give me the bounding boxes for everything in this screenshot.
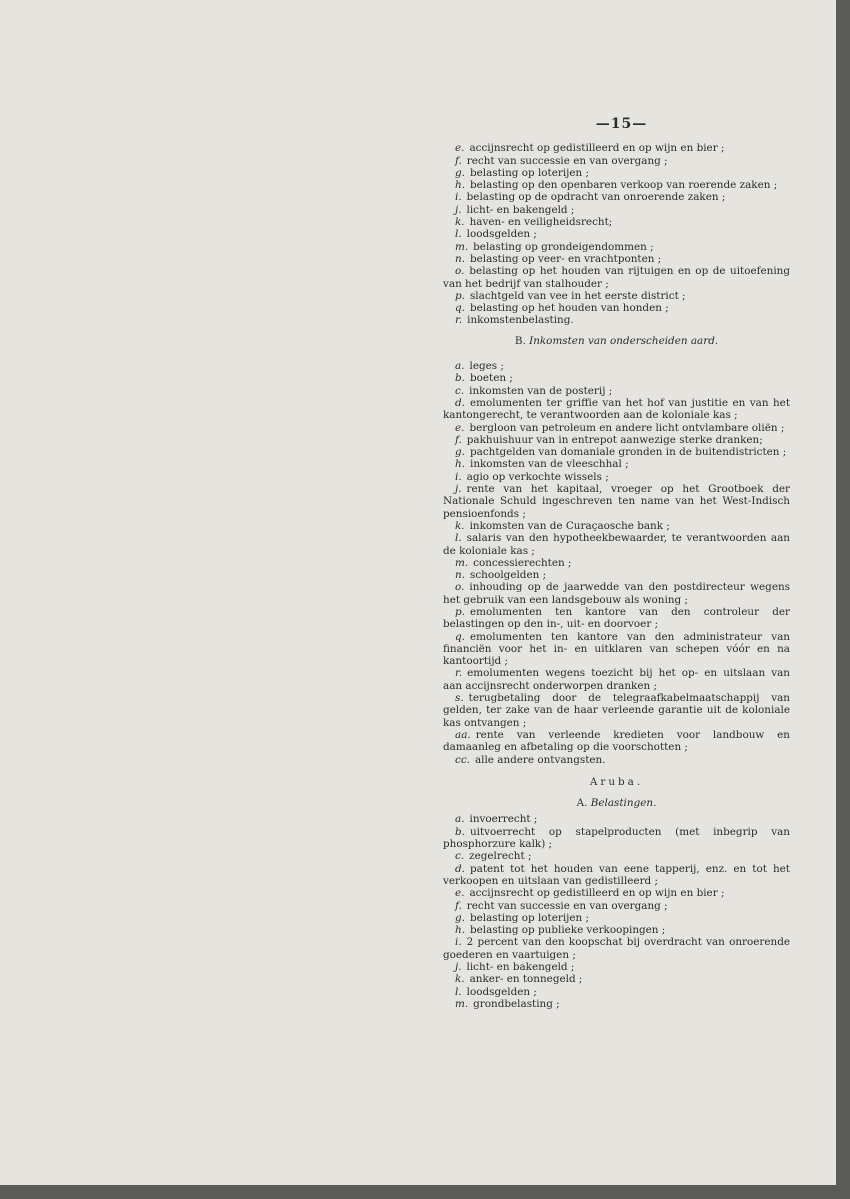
list-item: l. salaris van den hypotheekbewaarder, te verantwoorden aan de koloniale kas ; [443, 532, 790, 557]
list-item: r. inkomstenbelasting. [455, 314, 574, 327]
list-item: k. anker- en tonnegeld ; [455, 973, 583, 986]
list-item: p. emolumenten ten kantore van den controleur der belastingen op den in-, uit- en doorvoer ; [443, 605, 790, 631]
section3-list [443, 813, 790, 1010]
section1-list [443, 142, 790, 326]
list-item: j. licht- en bakengeld ; [455, 961, 575, 973]
list-item: i. agio op verkochte wissels ; [455, 470, 609, 483]
list-item: g. belasting op loterijen ; [455, 911, 590, 924]
list-item: i. belasting op de opdracht van onroerende zaken ; [455, 191, 726, 204]
list-item: h. belasting op den openbaren verkoop van roerende zaken ; [455, 179, 778, 192]
list-item: n. schoolgelden ; [455, 569, 547, 582]
list-item: o. belasting op het houden van rijtuigen en op de uitoefening van het bedrijf van stalhouder ; [443, 265, 790, 290]
heading-aruba: Aruba. [589, 775, 644, 788]
list-item: c. zegelrecht ; [455, 850, 532, 863]
list-item: g. belasting op loterijen ; [455, 166, 590, 179]
list-item: o. inhouding op de jaarwedde van den postdirecteur wegens het gebruik van een landsgebouw als woning ; [443, 581, 790, 606]
list-item: b. uitvoerrecht op stapelproducten (met inbegrip van phosphorzure kalk) ; [443, 825, 790, 851]
list-item: cc. alle andere ontvangsten. [455, 753, 606, 766]
page-number: —15— [595, 116, 648, 132]
list-item: p. slachtgeld van vee in het eerste district ; [455, 289, 686, 302]
list-item: d. emolumenten ter griffie van het hof van justitie en van het kantongerecht, te verantwoorden aan de koloniale kas ; [443, 396, 790, 422]
heading-a-title: Belastingen. [590, 797, 657, 810]
heading-b [443, 335, 790, 347]
list-item: e. accijnsrecht op gedistilleerd en op wijn en bier ; [455, 142, 725, 155]
section2-list [443, 360, 790, 766]
list-item: r. emolumenten wegens toezicht bij het op- en uitslaan van aan accijnsrecht onderworpen dranken ; [443, 667, 790, 692]
list-item: h. belasting op publieke verkoopingen ; [455, 924, 666, 937]
list-item: l. loodsgelden ; [455, 228, 537, 241]
list-item: a. leges ; [455, 360, 504, 373]
list-item: m. concessierechten ; [455, 556, 572, 569]
list-item: f. recht van successie en van overgang ; [455, 899, 668, 912]
list-item: c. inkomsten van de posterij ; [455, 384, 613, 397]
text-column [443, 118, 790, 1010]
list-item: q. emolumenten ten kantore van den administrateur van financiën voor het in- en uitklaren van schepen vóór en na kantoortijd ; [443, 630, 790, 668]
heading-a [443, 797, 790, 809]
list-item: d. patent tot het houden van eene tapperij, enz. en tot het verkoopen en uitslaan van gedistilleerd ; [443, 862, 790, 887]
list-item: j. licht- en bakengeld ; [455, 203, 575, 216]
list-item: h. inkomsten van de vleeschhal ; [455, 458, 629, 471]
list-item: l. loodsgelden ; [455, 985, 537, 998]
list-item: m. belasting op grondeigendommen ; [455, 240, 654, 253]
list-item: f. recht van successie en van overgang ; [455, 154, 668, 167]
list-item: m. grondbelasting ; [455, 997, 560, 1010]
list-item: s. terugbetaling door de telegraafkabelmaatschappij van gelden, ter zake van de haar verleende garantie uit de koloniale kas ontvangen ; [443, 692, 790, 729]
list-item: aa. rente van verleende kredieten voor landbouw en damaanleg en afbetaling op die voorschotten ; [443, 728, 790, 754]
list-item: n. belasting op veer- en vrachtponten ; [455, 252, 662, 265]
list-item: f. pakhuishuur van in entrepot aanwezige sterke dranken; [455, 433, 763, 446]
list-item: j. rente van het kapitaal, vroeger op het Grootboek der Nationale Schuld ingeschreven ten name van het West-Indisch pensioenfonds ; [443, 483, 790, 520]
list-item: e. accijnsrecht op gedistilleerd en op wijn en bier ; [455, 887, 725, 900]
list-item: b. boeten ; [455, 372, 513, 385]
list-item: a. invoerrecht ; [455, 813, 538, 826]
list-item: k. haven- en veiligheidsrecht; [455, 216, 613, 229]
list-item: k. inkomsten van de Curaçaosche bank ; [455, 519, 670, 532]
heading-a-prefix: A. [576, 797, 588, 810]
list-item: i. 2 percent van den koopschat bij overdracht van onroerende goederen en vaartuigen ; [443, 936, 790, 961]
heading-b-prefix: B. [514, 334, 526, 347]
list-item: g. pachtgelden van domaniale gronden in de buitendistricten ; [455, 446, 787, 459]
heading-b-title: Inkomsten van onderscheiden aard. [529, 334, 719, 347]
list-item: e. bergloon van petroleum en andere licht ontvlambare oliën ; [455, 421, 785, 434]
list-item: q. belasting op het houden van honden ; [455, 302, 669, 315]
